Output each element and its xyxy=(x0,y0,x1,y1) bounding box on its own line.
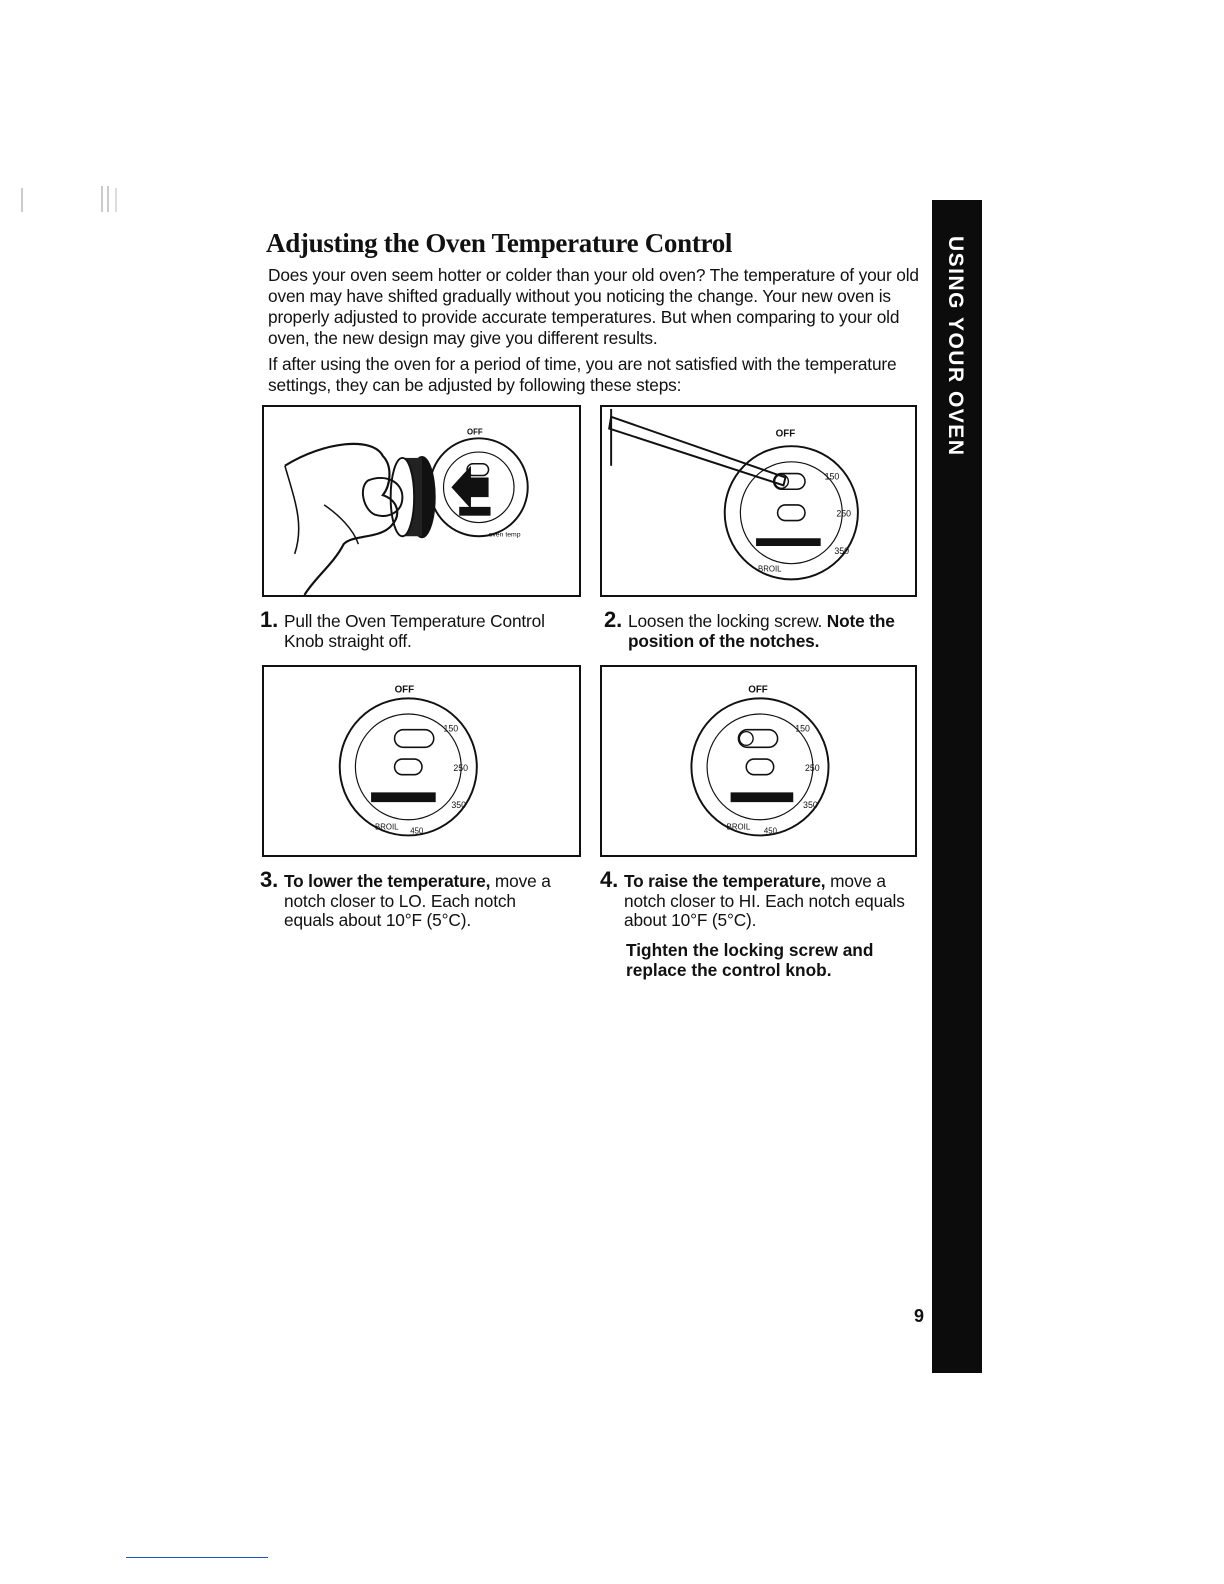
figure-lower-temp xyxy=(262,665,581,857)
figure-raise-temp xyxy=(600,665,917,857)
figure-loosen-screw xyxy=(600,405,917,597)
page-title: Adjusting the Oven Temperature Control xyxy=(266,228,733,258)
dial-broil-label: BROIL xyxy=(758,564,782,574)
dial-off-label: OFF xyxy=(394,684,415,696)
dial-250-label: 250 xyxy=(805,762,820,773)
figure-pull-knob xyxy=(262,405,581,597)
pull-knob-illustration xyxy=(264,407,579,595)
step-2 xyxy=(604,607,914,651)
step-4 xyxy=(600,867,910,931)
lower-temp-dial-illustration xyxy=(264,667,579,855)
dial-off-label: OFF xyxy=(748,684,768,696)
step-text: Loosen the locking screw. Note the position of the notches. xyxy=(628,611,895,651)
step-emphasis: To raise the temperature, xyxy=(624,871,826,891)
dial-150-label: 150 xyxy=(795,723,810,734)
dial-450-label: 450 xyxy=(410,826,424,836)
scan-marks xyxy=(20,184,130,214)
step-emphasis: Note the position of the notches. xyxy=(628,611,895,651)
dial-350-label: 350 xyxy=(451,800,467,810)
step-4-final-instruction: Tighten the locking screw and replace the control knob. xyxy=(626,940,874,980)
dial-250-label: 250 xyxy=(453,762,469,773)
loosen-screw-illustration xyxy=(602,407,915,595)
dial-broil-label: BROIL xyxy=(726,822,751,832)
dial-450-label: 450 xyxy=(763,826,777,836)
step-3 xyxy=(260,867,570,931)
step-number: 4. xyxy=(600,867,619,892)
step-emphasis: To lower the temperature, xyxy=(284,871,491,891)
intro-paragraph-1: Does your oven seem hotter or colder than your old oven? The temperature of your old oven may have shifted gradually without you noticing the change. Your new oven is properly adjusted to provide accurate temperatures. But when comparing to your old oven, the new design may give you different results. xyxy=(268,265,919,348)
footer-rule xyxy=(126,1557,268,1558)
dial-250-label: 250 xyxy=(836,508,852,519)
step-number: 3. xyxy=(260,867,279,892)
oven-temp-label: oven temp xyxy=(488,531,521,539)
dial-broil-label: BROIL xyxy=(374,822,399,832)
dial-off-label: OFF xyxy=(467,427,483,437)
dial-350-label: 350 xyxy=(803,800,818,810)
step-number: 2. xyxy=(604,607,623,632)
dial-150-label: 150 xyxy=(824,471,840,482)
section-side-tab-label: USING YOUR OVEN xyxy=(944,236,967,457)
step-text: To raise the temperature, move a notch closer to HI. Each notch equals about 10°F (5°C). xyxy=(624,871,905,930)
dial-off-label: OFF xyxy=(775,428,796,440)
dial-150-label: 150 xyxy=(443,723,459,734)
step-text: Pull the Oven Temperature Control Knob straight off. xyxy=(284,611,545,651)
dial-350-label: 350 xyxy=(834,545,850,556)
raise-temp-dial-illustration xyxy=(602,667,915,855)
intro-paragraph-2: If after using the oven for a period of time, you are not satisfied with the temperature settings, they can be adjusted by following these steps: xyxy=(268,354,897,395)
step-1 xyxy=(260,607,570,651)
step-number: 1. xyxy=(260,607,279,632)
step-text: To lower the temperature, move a notch closer to LO. Each notch equals about 10°F (5°C). xyxy=(284,871,551,930)
page-number: 9 xyxy=(914,1306,925,1326)
